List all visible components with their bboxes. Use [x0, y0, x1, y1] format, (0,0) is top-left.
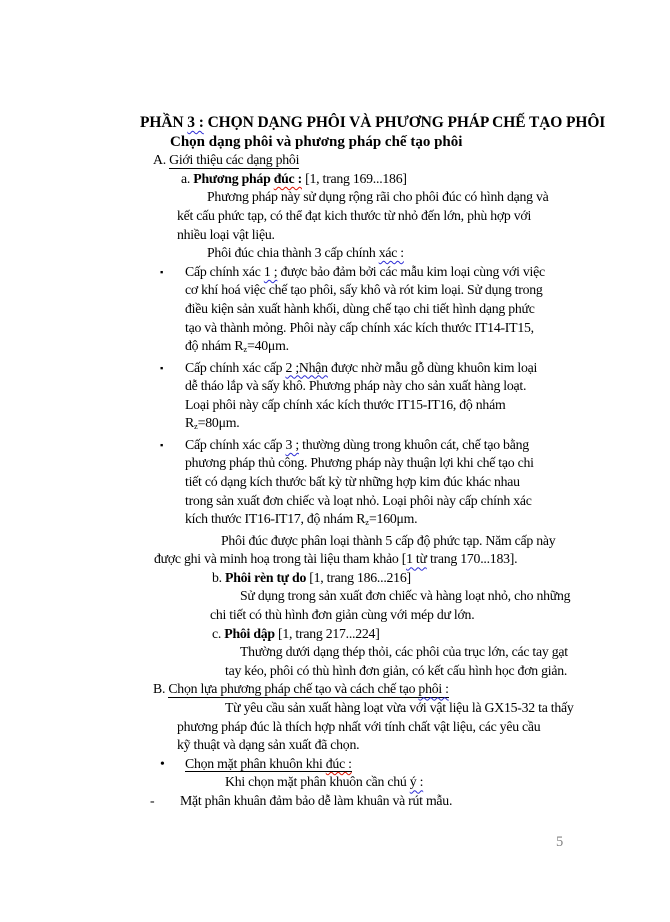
text-run: PHẦN: [140, 114, 188, 131]
para-line: [0, 606, 670, 625]
para-line: [0, 550, 670, 569]
text-run: đúc :: [273, 170, 302, 186]
text-run: z: [365, 517, 370, 528]
text-run: Chọn lựa phương pháp chế tạo và cách chế tạo: [168, 681, 419, 697]
para-line: [0, 207, 670, 226]
text-run: 1 ;: [263, 263, 278, 279]
heading-B: [0, 680, 670, 699]
text-run: =80μm.: [197, 415, 240, 431]
bullet-line: [0, 473, 670, 492]
text-run: [1, trang 169...186]: [301, 170, 407, 186]
para-line: [0, 773, 670, 792]
bullet-line: [0, 396, 670, 415]
text-run: Cấp chính xác: [185, 263, 264, 279]
text-run: Khi chọn mặt phân khuôn cần chú: [225, 774, 410, 790]
para-line: [0, 244, 670, 263]
text-run: kích thước IT16-IT17, độ nhám R: [185, 511, 366, 527]
text-run: B.: [153, 681, 169, 697]
para-line: [0, 718, 670, 737]
para-line: [0, 188, 670, 207]
bullet-line: [0, 492, 670, 511]
text-run: 3 :: [187, 114, 204, 131]
square-bullet-icon: ▪: [160, 441, 164, 452]
dash-line: [0, 792, 670, 811]
para-line: [0, 736, 670, 755]
square-bullet-icon: ▪: [160, 268, 164, 279]
heading-A: [0, 151, 670, 170]
text-run: trang 170...183].: [426, 551, 518, 567]
text-run: Phương pháp: [193, 170, 274, 186]
text-run: a.: [181, 170, 194, 186]
bullet-line: [0, 359, 670, 378]
text-run: Phôi dập: [224, 625, 275, 641]
text-run: Phôi đúc chia thành 3 cấp chính: [207, 245, 379, 261]
text-run: [1, trang 217...224]: [274, 625, 380, 641]
document-content: [0, 114, 670, 811]
bullet-line: [0, 337, 670, 358]
para-line: [0, 699, 670, 718]
text-run: được bảo đảm bởi các mẫu kim loại cùng với việc: [277, 263, 545, 279]
dash-icon: -: [150, 793, 155, 808]
text-run: trong sản xuất đơn chiếc và loạt nhỏ. Loại phôi này cấp chính xác: [185, 492, 532, 508]
text-run: kết cấu phức tạp, có thể đạt kich thước từ nhỏ đến lớn, phù hợp với: [177, 207, 532, 223]
para-line: [0, 662, 670, 681]
text-run: xác :: [378, 245, 404, 261]
text-run: kỹ thuật và dạng sản xuất đã chọn.: [177, 737, 360, 753]
text-run: Chọn dạng phôi và phương pháp chế tạo phôi: [170, 133, 463, 150]
text-run: được ghi và minh hoạ trong tài liệu tham khảo [: [154, 551, 407, 567]
text-run: phôi :: [418, 681, 449, 697]
text-run: R: [185, 415, 194, 431]
text-run: Phôi đúc được phân loại thành 5 cấp độ phức tạp. Năm cấp này: [221, 532, 556, 548]
text-run: đúc :: [325, 755, 352, 771]
text-run: =40μm.: [247, 338, 289, 354]
text-run: 1 từ: [406, 551, 427, 567]
bullet-line: [0, 319, 670, 338]
text-run: Cấp chính xác cấp: [185, 436, 286, 452]
heading-c-dap: [0, 625, 670, 644]
bullet-line: [0, 510, 670, 531]
bullet-line: [0, 263, 670, 282]
text-run: nhiều loại vật liệu.: [177, 226, 275, 242]
para-line: [0, 226, 670, 245]
heading-b-ren: [0, 569, 670, 588]
text-run: A.: [153, 152, 170, 168]
text-run: cơ khí hoá việc chế tạo phôi, sấy khô và rót kim loại. Sử dụng trong: [185, 282, 543, 298]
text-run: Mặt phân khuân đảm bảo dễ làm khuân và rút mẫu.: [180, 793, 453, 808]
text-run: độ nhám R: [185, 338, 244, 354]
text-run: Phôi rèn tự do: [225, 569, 307, 585]
text-run: =160μm.: [369, 511, 418, 527]
para-line: [0, 643, 670, 662]
square-bullet-icon: ▪: [160, 364, 164, 375]
doc-subtitle: [0, 133, 670, 152]
text-run: c.: [212, 625, 225, 641]
bullet-line: [0, 300, 670, 319]
bullet-line: [0, 414, 670, 435]
text-run: điều kiện sản xuất hành khối, dùng chế tạo chi tiết hình dạng phức: [185, 300, 535, 316]
round-bullet-icon: •: [160, 755, 165, 771]
text-run: 3 ;: [285, 436, 299, 452]
text-run: Từ yêu cầu sản xuất hàng loạt vừa với vật liệu là GX15-32 ta thấy: [225, 700, 574, 716]
text-run: Giới thiệu các dạng phôi: [169, 152, 300, 168]
heading-a-duc: [0, 170, 670, 189]
bullet-line: [0, 377, 670, 396]
text-run: b.: [212, 569, 226, 585]
bullet-heading-phan-khuon: [0, 755, 670, 774]
text-run: thường dùng trong khuôn cát, chế tạo bằng: [298, 436, 529, 452]
text-run: dễ tháo lắp và sấy khô. Phương pháp này cho sản xuất hàng loạt.: [185, 378, 527, 394]
text-run: được nhờ mẫu gỗ dùng khuôn kim loại: [327, 359, 538, 375]
text-run: Thường dưới dạng thép thỏi, các phôi của trục lớn, các tay gạt: [240, 644, 568, 660]
text-run: tạo và thành mỏng. Phôi này cấp chính xác kích thước IT14-IT15,: [185, 319, 534, 335]
text-run: phương pháp đúc là thích hợp nhất với tính chất vật liệu, các yêu cầu: [177, 718, 541, 734]
text-run: tiết có dạng kích thước bất kỳ từ những hợp kim đúc khác nhau: [185, 474, 520, 490]
bullet-line: [0, 281, 670, 300]
bullet-line: [0, 454, 670, 473]
text-run: z: [193, 421, 198, 432]
text-run: chi tiết có thù hình đơn giản cùng với mép dư lớn.: [210, 607, 475, 623]
page-number: 5: [556, 834, 564, 850]
text-run: Phương pháp này sử dụng rộng rãi cho phôi đúc có hình dạng và: [207, 189, 549, 205]
text-run: Loại phôi này cấp chính xác kích thước IT15-IT16, độ nhám: [185, 396, 506, 412]
text-run: tay kéo, phôi có thù hình đơn giản, có kết cấu hình học đơn giản.: [225, 662, 568, 678]
doc-title: [0, 114, 670, 133]
para-line: [0, 532, 670, 551]
text-run: CHỌN DẠNG PHÔI VÀ PHƯƠNG PHÁP CHẾ TẠO PHÔI: [203, 114, 606, 131]
bullet-line: [0, 436, 670, 455]
para-line: [0, 587, 670, 606]
text-run: z: [243, 344, 248, 354]
text-run: Chọn mặt phân khuôn khi: [185, 755, 326, 771]
text-run: phương pháp thủ công. Phương pháp này thuận lợi khi chế tạo chi: [185, 455, 534, 471]
text-run: 2 ;Nhận: [285, 359, 328, 375]
text-run: [1, trang 186...216]: [306, 569, 411, 585]
text-run: Sử dụng trong sản xuất đơn chiếc và hàng loạt nhỏ, cho những: [240, 588, 571, 604]
text-run: Cấp chính xác cấp: [185, 359, 286, 375]
text-run: ý :: [409, 774, 424, 790]
